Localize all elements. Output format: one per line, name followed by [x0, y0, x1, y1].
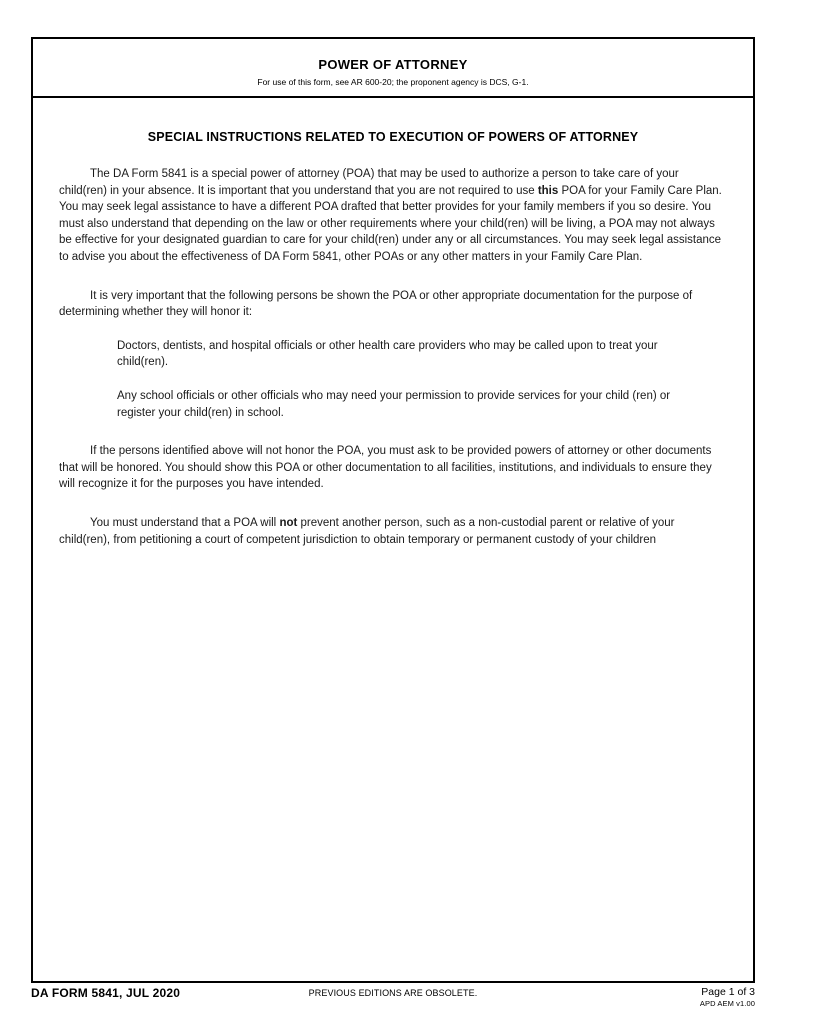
- paragraph-intro-text-b: POA for your Family Care Plan. You may seek legal assistance to have a different POA drafted that better provides for your family members if you so desire. You must also understand that depending on the law or other requirements where your child(ren) will be living, a POA may not always be effective for your designated guardian to care for your child(ren) under any or all circumstances. You may seek legal assistance to advise you about the effectiveness of DA Form 5841, other POAs or any other matters in your Family Care Plan.: [59, 184, 722, 263]
- list-item-doctors: Doctors, dentists, and hospital officials or other health care providers who may be called upon to treat your child(ren).: [117, 339, 658, 369]
- list-item-school-officials: Any school officials or other officials who may need your permission to provide services for your child (ren) or register your child(ren) in school.: [117, 389, 671, 419]
- paragraph-not-honored: If the persons identified above will not honor the POA, you must ask to be provided powers of attorney or other documents that will be honored. You should show this POA or other documentation to all facilities, institutions, and individuals to ensure they will recognize it for the purposes you have intended.: [59, 445, 712, 491]
- footer-page-number: Page 1 of 3: [701, 986, 755, 998]
- paragraph-custody-text-b: prevent another person, such as a non-custodial parent or relative of your child(ren), from petitioning a court of competent jurisdiction to obtain temporary or permanent custody of your children: [59, 516, 675, 546]
- form-subtitle: For use of this form, see AR 600-20; the proponent agency is DCS, G-1.: [257, 77, 529, 87]
- page-footer: [31, 986, 755, 1016]
- form-frame: [31, 37, 755, 983]
- paragraph-custody-emphasis-not: not: [279, 516, 298, 529]
- paragraph-intro: [33, 145, 753, 266]
- paragraph-show-poa: It is very important that the following persons be shown the POA or other appropriate documentation for the purpose of determining whether they will honor it:: [59, 289, 693, 319]
- footer-version: APD AEM v1.00: [699, 999, 755, 1008]
- footer-right-group: [700, 986, 755, 1009]
- paragraph-custody-text-a: You must understand that a POA will: [90, 516, 280, 529]
- footer-form-id: DA FORM 5841, JUL 2020: [31, 986, 181, 1000]
- form-header-band: [33, 39, 753, 98]
- paragraph-intro-text-a: The DA Form 5841 is a special power of attorney (POA) that may be used to authorize a person to take care of your child(ren) in your absence. It is important that you understand that you are not required to use: [59, 168, 679, 197]
- section-heading: SPECIAL INSTRUCTIONS RELATED TO EXECUTION OF POWERS OF ATTORNEY: [147, 130, 639, 144]
- form-body: [33, 98, 753, 548]
- paragraph-intro-emphasis-this: this: [537, 184, 559, 197]
- footer-previous-editions-notice: PREVIOUS EDITIONS ARE OBSOLETE.: [308, 988, 478, 998]
- form-title: POWER OF ATTORNEY: [318, 57, 468, 72]
- paragraph-custody: [33, 493, 753, 548]
